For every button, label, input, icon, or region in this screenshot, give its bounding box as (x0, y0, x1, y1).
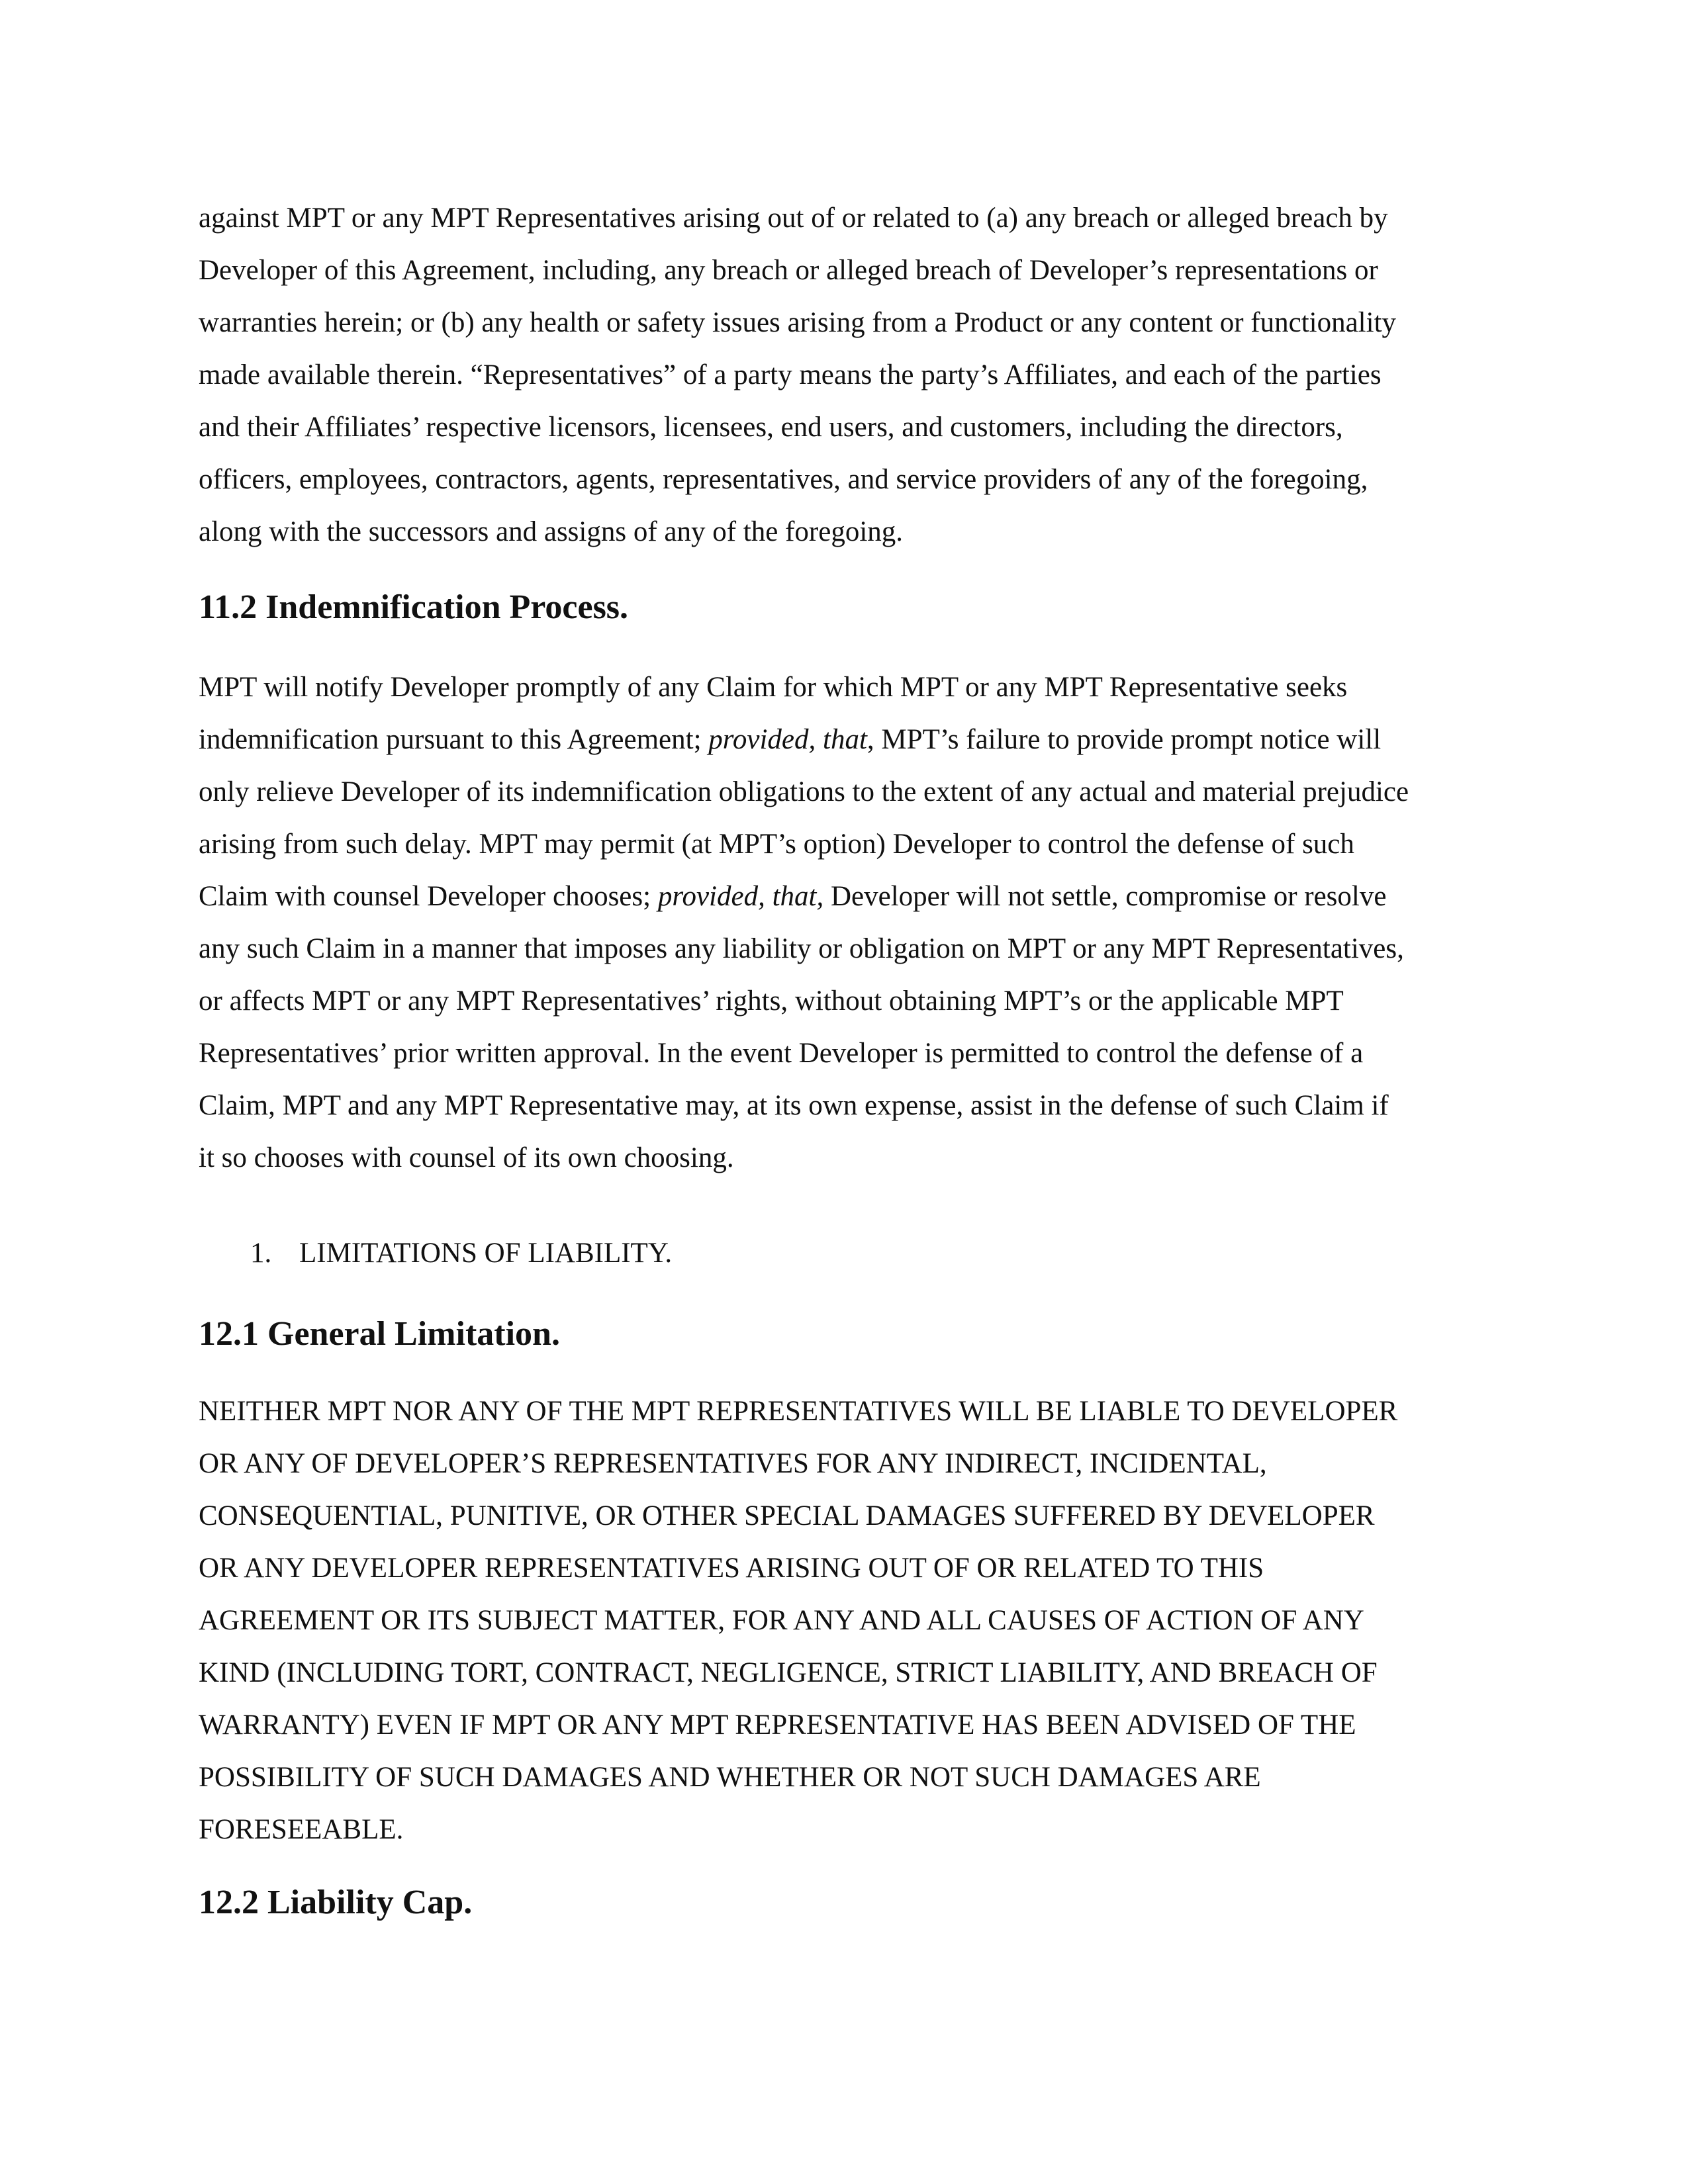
text-line: MPT will notify Developer promptly of any Claim for which MPT or any MPT Representative seeks (199, 672, 1348, 703)
text-line: officers, employees, contractors, agents, representatives, and service providers of any of the foregoing, (199, 464, 1368, 495)
text-line: AGREEMENT OR ITS SUBJECT MATTER, FOR ANY AND ALL CAUSES OF ACTION OF ANY (199, 1605, 1364, 1636)
general-limitation-paragraph (199, 1385, 1496, 1856)
text-line: POSSIBILITY OF SUCH DAMAGES AND WHETHER OR NOT SUCH DAMAGES ARE (199, 1762, 1261, 1793)
indemnification-process-paragraph (199, 661, 1496, 1184)
text-line: along with the successors and assigns of any of the foregoing. (199, 516, 904, 547)
text-line (199, 713, 1496, 766)
section-period: . (551, 1315, 560, 1353)
text-fragment: Claim with counsel Developer chooses; (199, 881, 658, 912)
section-period: . (620, 588, 629, 626)
text-line: KIND (INCLUDING TORT, CONTRACT, NEGLIGENCE, STRICT LIABILITY, AND BREACH OF (199, 1657, 1378, 1688)
text-line: OR ANY DEVELOPER REPRESENTATIVES ARISING OUT OF OR RELATED TO THIS (199, 1553, 1264, 1584)
text-line: CONSEQUENTIAL, PUNITIVE, OR OTHER SPECIAL DAMAGES SUFFERED BY DEVELOPER (199, 1500, 1375, 1531)
section-number: 11.2 (199, 588, 258, 626)
text-line: only relieve Developer of its indemnification obligations to the extent of any actual and material prejudice (199, 776, 1409, 807)
section-title: Liability Cap (259, 1884, 464, 1921)
text-line: any such Claim in a manner that imposes any liability or obligation on MPT or any MPT Representatives, (199, 933, 1404, 964)
text-line: Representatives’ prior written approval. In the event Developer is permitted to control the defense of a (199, 1038, 1364, 1069)
section-period: . (463, 1884, 473, 1921)
text-line: warranties herein; or (b) any health or safety issues arising from a Product or any content or functionality (199, 307, 1397, 338)
text-line: OR ANY OF DEVELOPER’S REPRESENTATIVES FOR ANY INDIRECT, INCIDENTAL, (199, 1448, 1267, 1479)
text-line: Developer of this Agreement, including, any breach or alleged breach of Developer’s representations or (199, 255, 1378, 286)
text-line: WARRANTY) EVEN IF MPT OR ANY MPT REPRESENTATIVE HAS BEEN ADVISED OF THE (199, 1709, 1356, 1741)
text-fragment: Developer will not settle, compromise or resolve (823, 881, 1387, 912)
text-line: arising from such delay. MPT may permit (at MPT’s option) Developer to control the defense of such (199, 829, 1354, 860)
text-fragment: , MPT’s failure to provide prompt notice will (867, 724, 1382, 755)
italic-proviso: provided, that, (657, 881, 824, 912)
intro-paragraph (199, 192, 1496, 558)
section-heading-12-1 (199, 1311, 1496, 1357)
text-line: against MPT or any MPT Representatives arising out of or related to (a) any breach or alleged breach by (199, 203, 1388, 234)
italic-proviso: provided, that (708, 724, 867, 755)
section-number: 12.1 (199, 1315, 259, 1353)
section-title: General Limitation (259, 1315, 551, 1353)
text-line: Claim, MPT and any MPT Representative may, at its own expense, assist in the defense of such Claim if (199, 1090, 1389, 1121)
text-line: or affects MPT or any MPT Representatives’ rights, without obtaining MPT’s or the applicable MPT (199, 985, 1344, 1017)
section-heading-12-2 (199, 1880, 1496, 1926)
text-line (199, 870, 1496, 923)
numbered-list-item (199, 1234, 1496, 1273)
text-line: it so chooses with counsel of its own choosing. (199, 1142, 734, 1173)
text-line: FORESEEABLE. (199, 1814, 404, 1845)
text-line: NEITHER MPT NOR ANY OF THE MPT REPRESENTATIVES WILL BE LIABLE TO DEVELOPER (199, 1396, 1398, 1427)
document-page (199, 192, 1496, 1926)
text-line: made available therein. “Representatives” of a party means the party’s Affiliates, and each of the parties (199, 359, 1382, 390)
text-line: and their Affiliates’ respective licensors, licensees, end users, and customers, including the directors, (199, 412, 1343, 443)
section-title: Indemnification Process (257, 588, 620, 626)
list-marker: 1. (250, 1238, 272, 1269)
section-heading-11-2 (199, 584, 1496, 631)
list-item-text: LIMITATIONS OF LIABILITY. (299, 1238, 673, 1269)
section-number: 12.2 (199, 1884, 259, 1921)
text-fragment: indemnification pursuant to this Agreement; (199, 724, 709, 755)
